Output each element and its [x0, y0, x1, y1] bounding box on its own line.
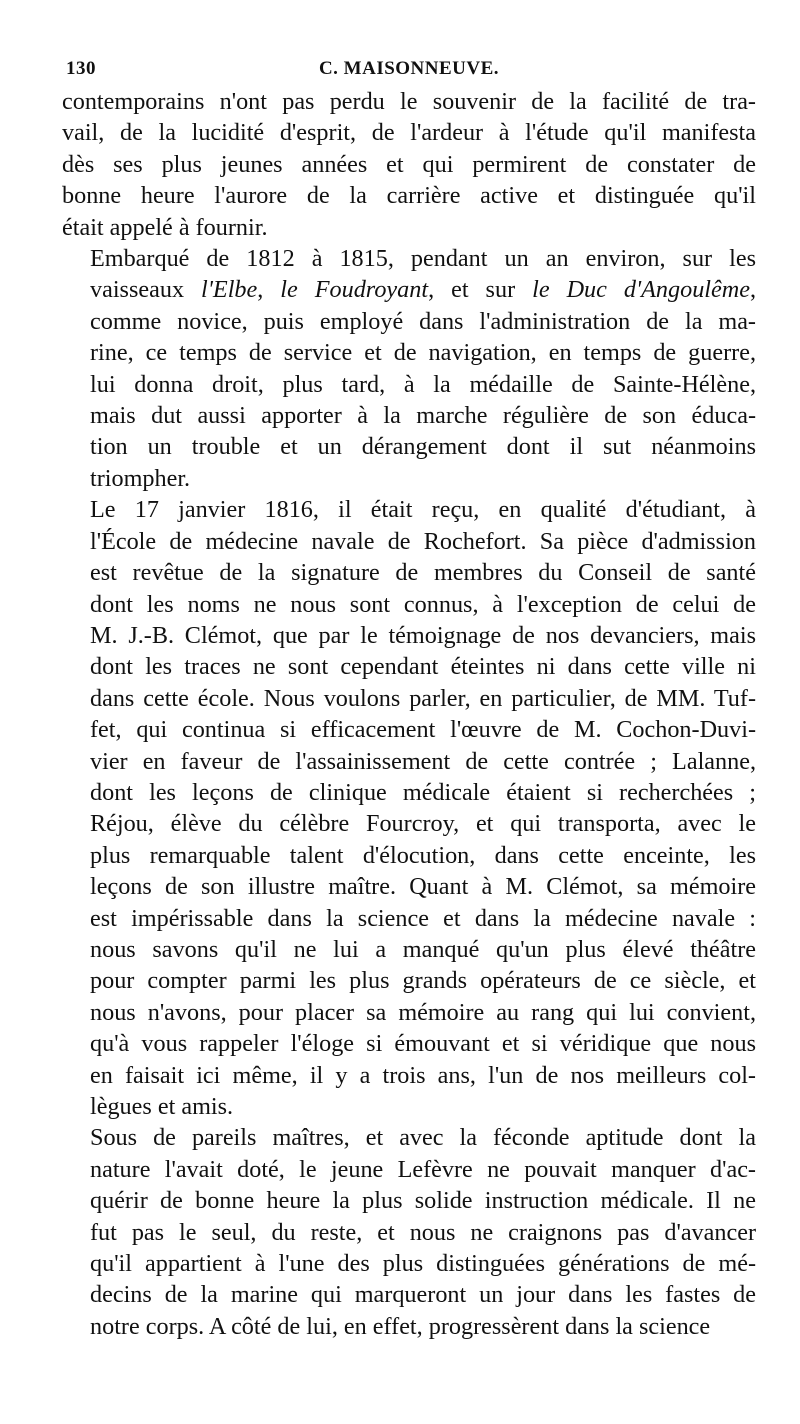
- text-line: Le 17 janvier 1816, il était reçu, en qualité d'étudiant, à: [90, 496, 756, 524]
- text-line: dont les leçons de clinique médicale étaient si recherchées ;: [90, 778, 756, 806]
- italic-ship-name: l'Elbe: [201, 276, 258, 304]
- text-line: nous n'avons, pour placer sa mémoire au rang qui lui convient,: [90, 998, 756, 1026]
- text-line: dans cette école. Nous voulons parler, en particulier, de MM. Tuf-: [90, 684, 756, 712]
- text-line: decins de la marine qui marqueront un jour dans les fastes de: [90, 1281, 756, 1309]
- italic-ship-name: le Duc d'Angoulême: [532, 276, 750, 304]
- running-header: [62, 52, 756, 86]
- text-line: nous savons qu'il ne lui a manqué qu'un plus élevé théâtre: [90, 935, 756, 963]
- text-line: vaisseaux l'Elbe, le Foudroyant, et sur le Duc d'Angoulême,: [90, 276, 756, 304]
- book-page: [62, 52, 756, 1342]
- text-line: est impérissable dans la science et dans la médecine navale :: [90, 904, 756, 932]
- text-line: vail, de la lucidité d'esprit, de l'ardeur à l'étude qu'il manifesta: [62, 119, 756, 147]
- text-line: Réjou, élève du célèbre Fourcroy, et qui transporta, avec le: [90, 810, 756, 838]
- text-line: contemporains n'ont pas perdu le souvenir de la facilité de tra-: [62, 88, 756, 115]
- text-line: Sous de pareils maîtres, et avec la féconde aptitude dont la: [90, 1124, 756, 1152]
- text-line: M. J.-B. Clémot, que par le témoignage de nos devanciers, mais: [90, 621, 756, 649]
- paragraph-p4: [62, 1122, 756, 1342]
- text-line: fet, qui continua si efficacement l'œuvre de M. Cochon-Duvi-: [90, 716, 756, 744]
- text-line: était appelé à fournir.: [62, 213, 268, 241]
- text-line: fut pas le seul, du reste, et nous ne craignons pas d'avancer: [90, 1218, 756, 1246]
- text-line: dès ses plus jeunes années et qui permirent de constater de: [62, 150, 756, 178]
- text-line: quérir de bonne heure la plus solide instruction médicale. Il ne: [90, 1187, 756, 1215]
- text-line: bonne heure l'aurore de la carrière active et distinguée qu'il: [62, 182, 756, 210]
- text-line: nature l'avait doté, le jeune Lefèvre ne pouvait manquer d'ac-: [90, 1155, 756, 1183]
- text-line: triompher.: [90, 464, 191, 492]
- text-line: tion un trouble et un dérangement dont il sut néanmoins: [90, 433, 756, 461]
- text-line: pour compter parmi les plus grands opérateurs de ce siècle, et: [90, 967, 756, 995]
- text-line: en faisait ici même, il y a trois ans, l'un de nos meilleurs col-: [90, 1061, 756, 1089]
- text-line: lui donna droit, plus tard, à la médaille de Sainte-Hélène,: [90, 370, 756, 398]
- text-line: mais dut aussi apporter à la marche régulière de son éduca-: [90, 402, 756, 430]
- paragraph-p3: [62, 494, 756, 1122]
- body-text: [62, 86, 756, 1342]
- running-title: C. MAISONNEUVE.: [318, 58, 500, 79]
- text-line: dont les traces ne sont cependant éteintes ni dans cette ville ni: [90, 653, 756, 681]
- text-line: qu'il appartient à l'une des plus distinguées générations de mé-: [90, 1250, 756, 1278]
- page-number: 130: [66, 58, 96, 79]
- text-line: qu'à vous rappeler l'éloge si émouvant et si véridique que nous: [90, 1030, 756, 1058]
- text-line: rine, ce temps de service et de navigation, en temps de guerre,: [90, 339, 756, 367]
- text-line: l'École de médecine navale de Rochefort. Sa pièce d'admission: [90, 527, 756, 555]
- text-line: dont les noms ne nous sont connus, à l'exception de celui de: [90, 590, 756, 618]
- text-line: lègues et amis.: [90, 1093, 234, 1120]
- text-line: vier en faveur de l'assainissement de cette contrée ; Lalanne,: [90, 747, 756, 775]
- paragraph-p2: [62, 243, 756, 494]
- text-line: plus remarquable talent d'élocution, dans cette enceinte, les: [90, 841, 756, 869]
- text-line: comme novice, puis employé dans l'administration de la ma-: [90, 307, 756, 335]
- italic-ship-name: le Foudroyant: [280, 276, 429, 304]
- paragraph-p1: [62, 86, 756, 243]
- text-line: notre corps. A côté de lui, en effet, progressèrent dans la science: [90, 1312, 711, 1340]
- text-line: leçons de son illustre maître. Quant à M. Clémot, sa mémoire: [90, 873, 756, 901]
- text-line: est revêtue de la signature de membres du Conseil de santé: [90, 559, 756, 587]
- text-line: Embarqué de 1812 à 1815, pendant un an environ, sur les: [90, 245, 756, 273]
